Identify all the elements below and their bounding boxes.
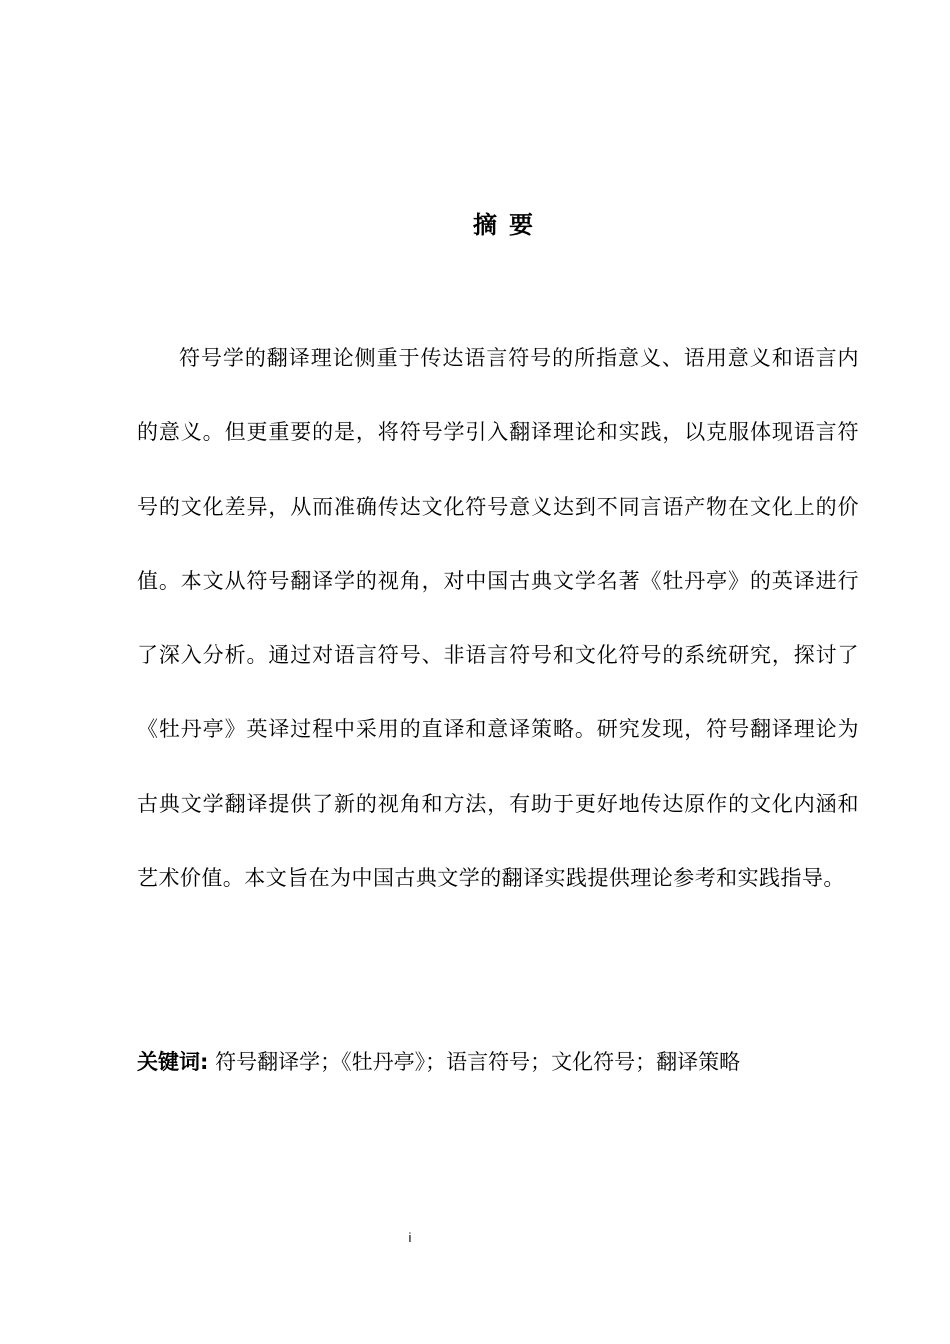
- abstract-paragraph: 符号学的翻译理论侧重于传达语言符号的所指意义、语用意义和语言内的意义。但更重要的是，将符号学引入翻译理论和实践，以克服体现语言符号的文化差异，从而准确传达文化符号意义达到不同言语产物在文化上的价值。本文从符号翻译学的视角，对中国古典文学名著《牡丹亭》的英译进行了深入分析。通过对语言符号、非语言符号和文化符号的系统研究，探讨了《牡丹亭》英译过程中采用的直译和意译策略。研究发现，符号翻译理论为古典文学翻译提供了新的视角和方法，有助于更好地传达原作的文化内涵和艺术价值。本文旨在为中国古典文学的翻译实践提供理论参考和实践指导。: [137, 346, 859, 891]
- keywords-label: 关键词:: [137, 1050, 209, 1074]
- keywords-text: 符号翻译学；《牡丹亭》；语言符号；文化符号；翻译策略: [215, 1050, 741, 1074]
- page-number: i: [408, 1230, 412, 1245]
- keywords-line: [137, 1042, 859, 1082]
- page-title: 摘要: [473, 211, 545, 239]
